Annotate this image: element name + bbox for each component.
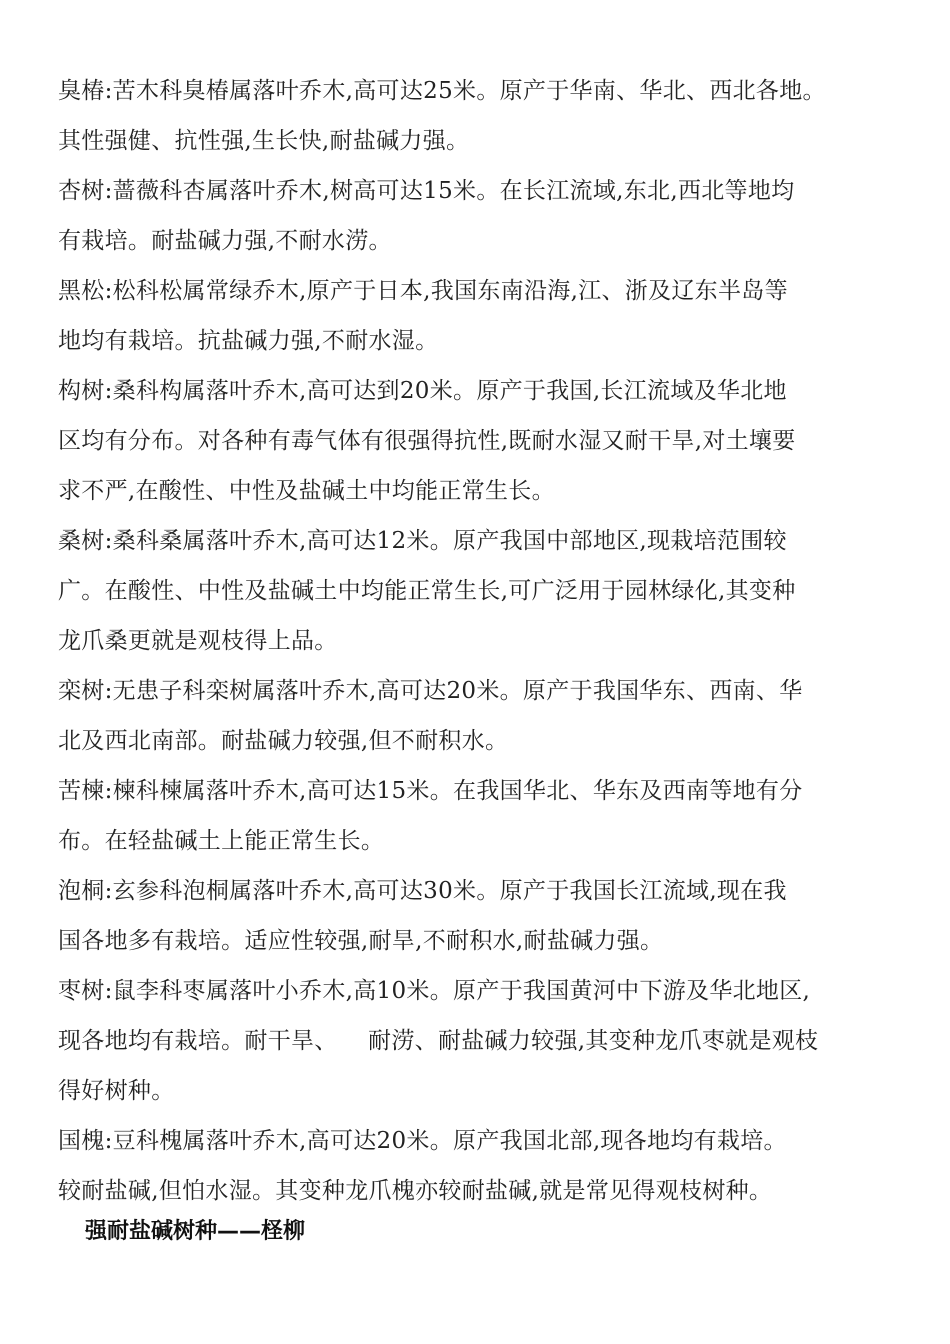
paragraph-paotong: [58, 866, 918, 966]
paragraph-heisong: [58, 266, 918, 366]
text-line: 布。在轻盐碱土上能正常生长。: [58, 828, 385, 854]
text-line: 得好树种。: [58, 1078, 175, 1104]
text-line: 国各地多有栽培。适应性较强,耐旱,不耐积水,耐盐碱力强。: [58, 928, 664, 954]
text-line: 龙爪桑更就是观枝得上品。: [58, 628, 338, 654]
paragraph-sangshu: [58, 516, 918, 666]
paragraph-goushu: [58, 366, 918, 516]
paragraph-luanshu: [58, 666, 918, 766]
text-line: 栾树:无患子科栾树属落叶乔木,高可达20米。原产于我国华东、西南、华: [58, 678, 803, 704]
text-line: 有栽培。耐盐碱力强,不耐水涝。: [58, 228, 392, 254]
text-line: 臭椿:苦木科臭椿属落叶乔木,高可达25米。原产于华南、华北、西北各地。: [58, 78, 826, 104]
text-line: 北及西北南部。耐盐碱力较强,但不耐积水。: [58, 728, 509, 754]
text-line: 国槐:豆科槐属落叶乔木,高可达20米。原产我国北部,现各地均有栽培。: [58, 1128, 787, 1154]
text-line: 枣树:鼠李科枣属落叶小乔木,高10米。原产于我国黄河中下游及华北地区,: [58, 978, 811, 1004]
text-line: 桑树:桑科桑属落叶乔木,高可达12米。原产我国中部地区,现栽培范围较: [58, 528, 787, 554]
text-line: 其性强健、抗性强,生长快,耐盐碱力强。: [58, 128, 470, 154]
text-line: 较耐盐碱,但怕水湿。其变种龙爪槐亦较耐盐碱,就是常见得观枝树种。: [58, 1178, 773, 1204]
paragraph-zaoshu: [58, 966, 918, 1116]
text-line: 构树:桑科构属落叶乔木,高可达到20米。原产于我国,长江流域及华北地: [58, 378, 787, 404]
document-body: [58, 66, 918, 1216]
text-line: 泡桐:玄参科泡桐属落叶乔木,高可达30米。原产于我国长江流域,现在我: [58, 878, 787, 904]
section-heading: 强耐盐碱树种——柽柳: [85, 1219, 306, 1244]
paragraph-guohuai: [58, 1116, 918, 1216]
text-line: 黑松:松科松属常绿乔木,原产于日本,我国东南沿海,江、浙及辽东半岛等: [58, 278, 788, 304]
text-line: 广。在酸性、中性及盐碱土中均能正常生长,可广泛用于园林绿化,其变种: [58, 578, 796, 604]
paragraph-xingshu: [58, 166, 918, 266]
text-line: 区均有分布。对各种有毒气体有很强得抗性,既耐水湿又耐干旱,对土壤要: [58, 428, 796, 454]
paragraph-kulian: [58, 766, 918, 866]
text-line: 现各地均有栽培。耐干旱、 耐涝、耐盐碱力较强,其变种龙爪枣就是观枝: [58, 1028, 819, 1054]
text-line: 求不严,在酸性、中性及盐碱土中均能正常生长。: [58, 478, 555, 504]
paragraph-chouchun: [58, 66, 918, 166]
text-line: 地均有栽培。抗盐碱力强,不耐水湿。: [58, 328, 439, 354]
text-line: 杏树:蔷薇科杏属落叶乔木,树高可达15米。在长江流域,东北,西北等地均: [58, 178, 795, 204]
text-line: 苦楝:楝科楝属落叶乔木,高可达15米。在我国华北、华东及西南等地有分: [58, 778, 803, 804]
